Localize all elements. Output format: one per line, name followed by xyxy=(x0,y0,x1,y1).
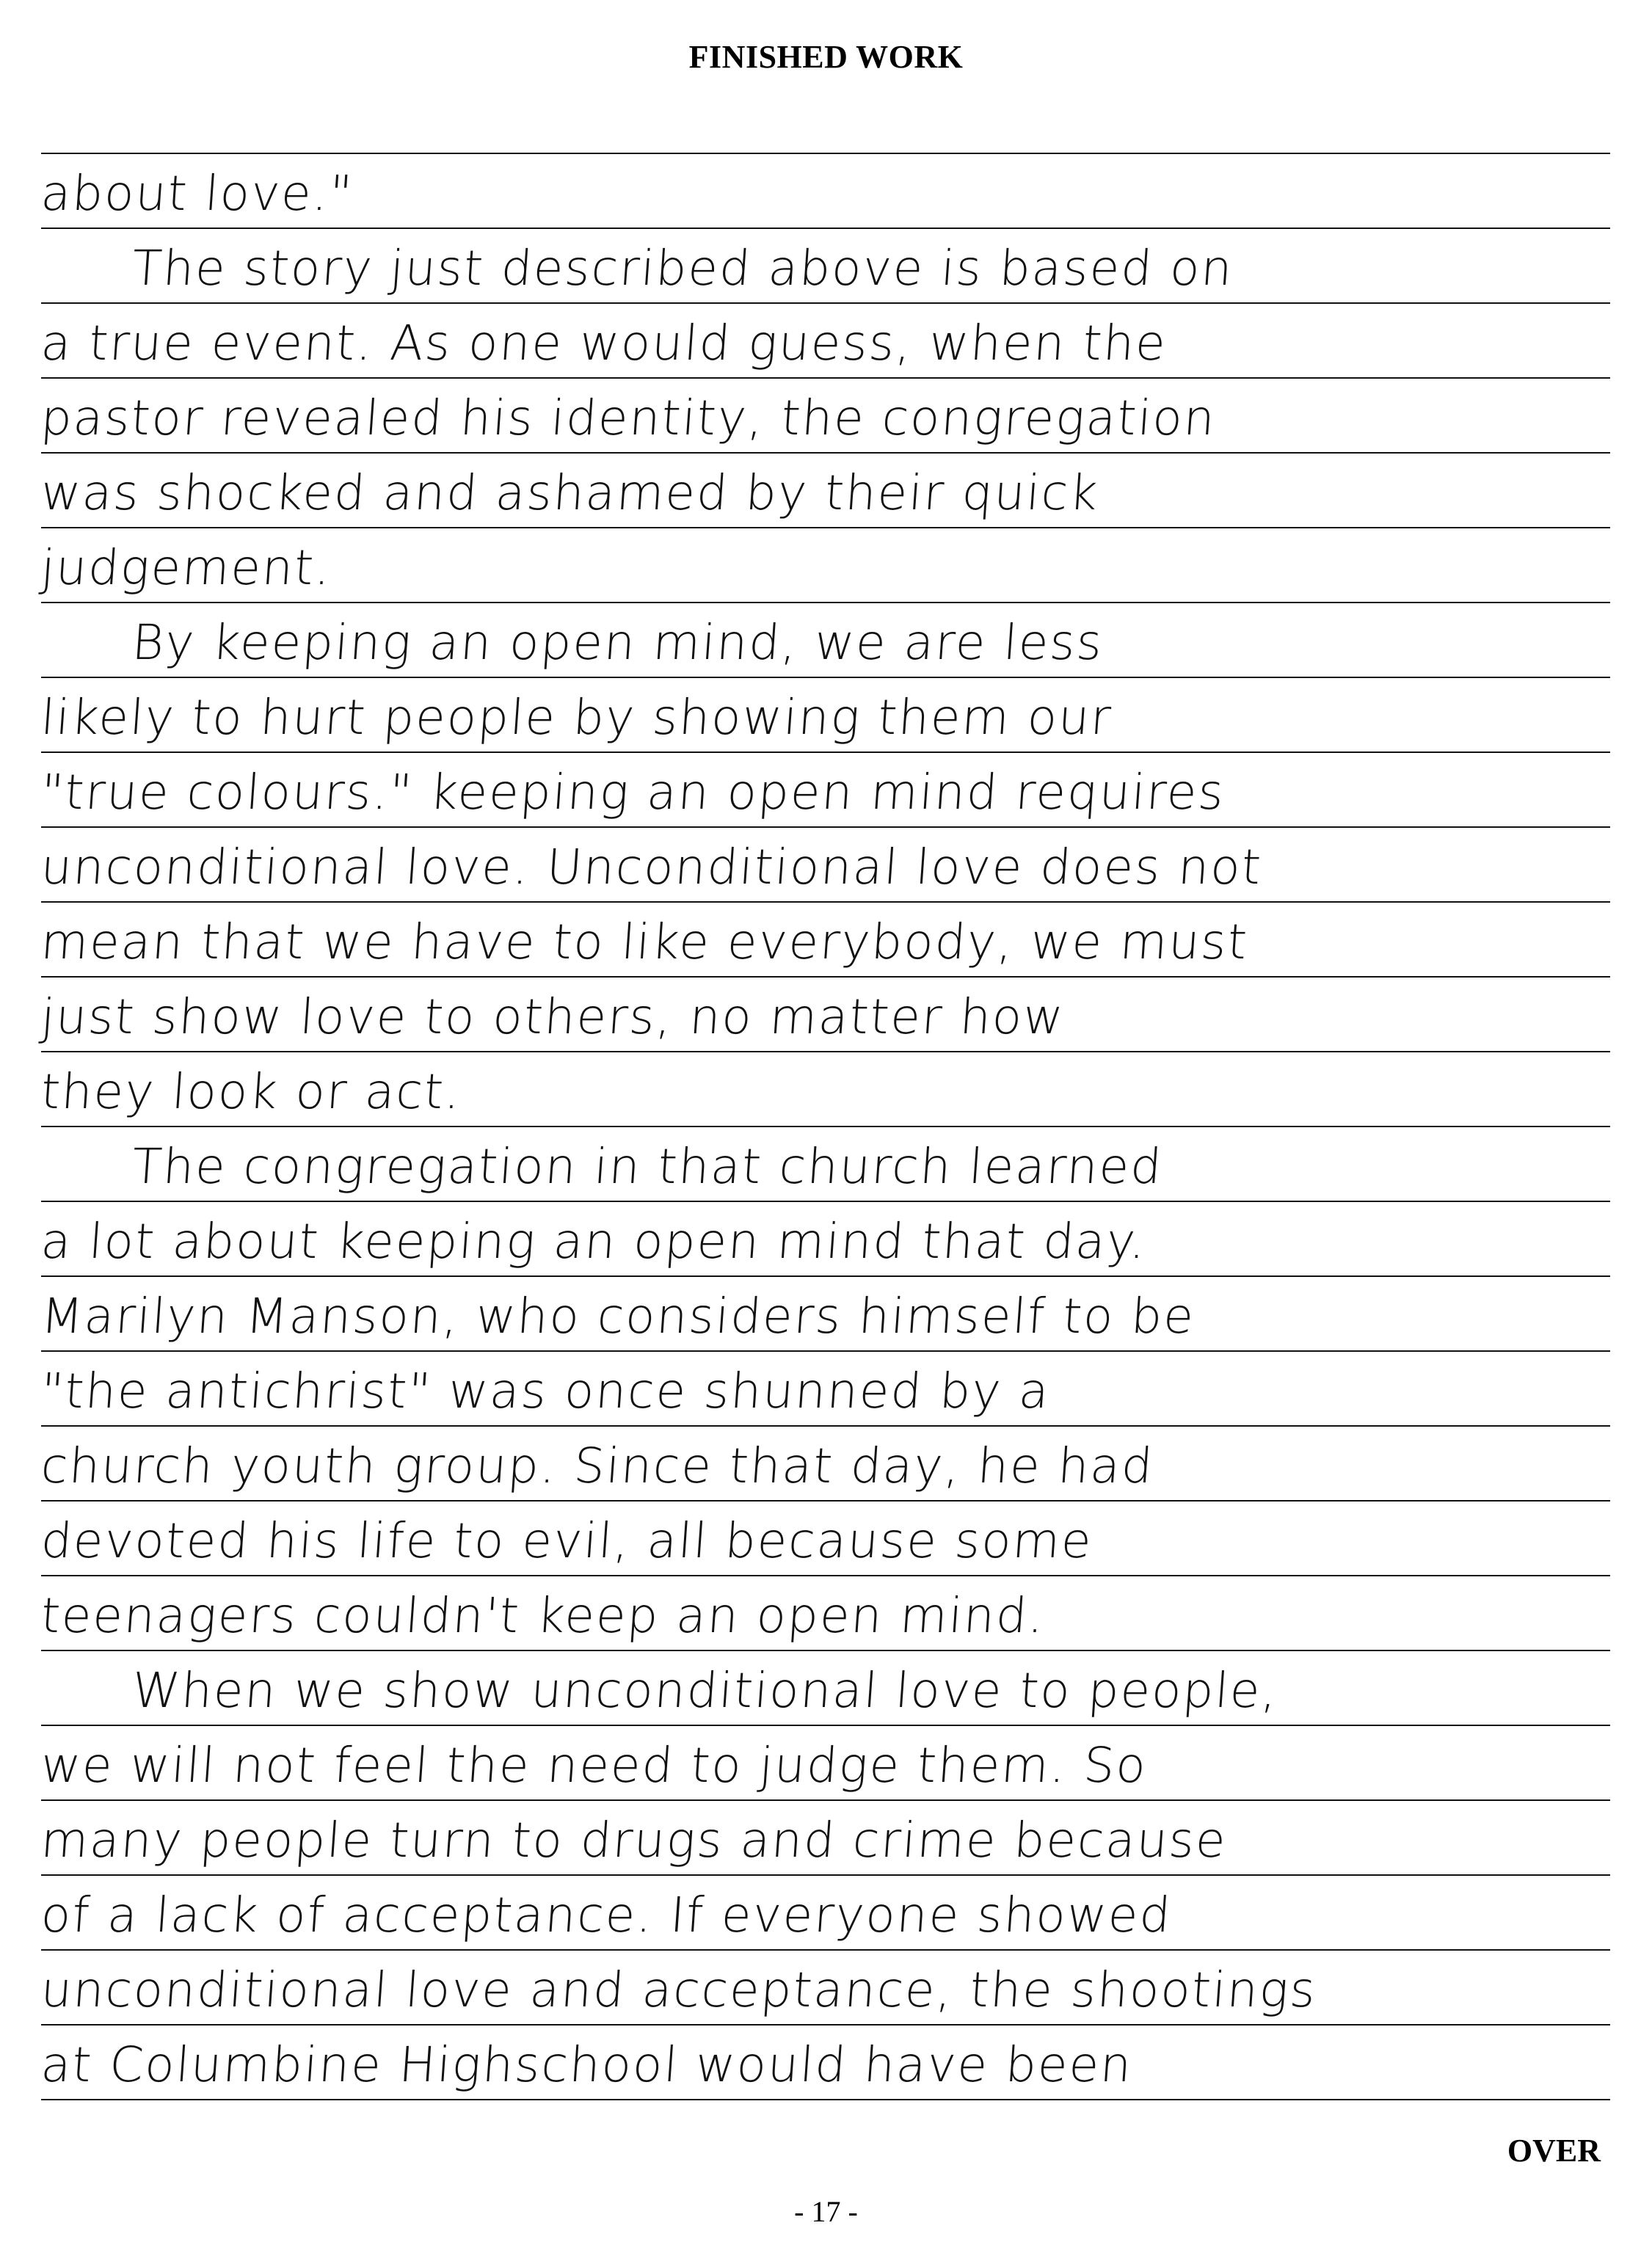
handwritten-line: just show love to others, no matter how xyxy=(39,989,1067,1045)
handwritten-line: judgement. xyxy=(39,539,334,596)
over-label: OVER xyxy=(1507,2133,1601,2169)
handwritten-line: devoted his life to evil, all because some xyxy=(39,1513,1095,1569)
handwritten-line: a true event. As one would guess, when the xyxy=(39,315,1169,371)
handwritten-line: we will not feel the need to judge them. So xyxy=(39,1737,1149,1794)
handwritten-line: a lot about keeping an open mind that day. xyxy=(39,1213,1149,1270)
handwritten-line: By keeping an open mind, we are less xyxy=(130,614,1105,671)
handwritten-line: pastor revealed his identity, the congregation xyxy=(39,390,1218,446)
handwritten-line: likely to hurt people by showing them our xyxy=(39,689,1115,746)
page-number: - 17 - xyxy=(794,2195,858,2228)
handwritten-line: at Columbine Highschool would have been xyxy=(39,2037,1135,2093)
handwritten-line: The congregation in that church learned xyxy=(130,1138,1165,1195)
handwritten-line: Marilyn Manson, who considers himself to be xyxy=(39,1288,1197,1344)
handwritten-line: they look or act. xyxy=(39,1063,464,1120)
handwritten-line: unconditional love. Unconditional love does not xyxy=(39,839,1265,895)
ruled-line xyxy=(41,153,1610,154)
handwritten-line: about love." xyxy=(39,165,355,222)
handwritten-line: teenagers couldn't keep an open mind. xyxy=(39,1587,1047,1644)
page-title: FINISHED WORK xyxy=(688,39,964,75)
handwritten-line: "the antichrist" was once shunned by a xyxy=(39,1363,1052,1419)
handwritten-line: church youth group. Since that day, he had xyxy=(39,1438,1156,1494)
handwritten-line: The story just described above is based on xyxy=(130,240,1236,296)
handwritten-line: When we show unconditional love to people, xyxy=(130,1662,1281,1719)
handwritten-line: mean that we have to like everybody, we must xyxy=(39,914,1251,970)
handwritten-line: was shocked and ashamed by their quick xyxy=(39,465,1102,521)
handwritten-line: of a lack of acceptance. If everyone showed xyxy=(39,1887,1174,1943)
handwritten-line: "true colours." keeping an open mind requires xyxy=(39,764,1227,820)
handwritten-line: many people turn to drugs and crime because xyxy=(39,1812,1229,1868)
handwritten-line: unconditional love and acceptance, the shootings xyxy=(39,1962,1319,2018)
